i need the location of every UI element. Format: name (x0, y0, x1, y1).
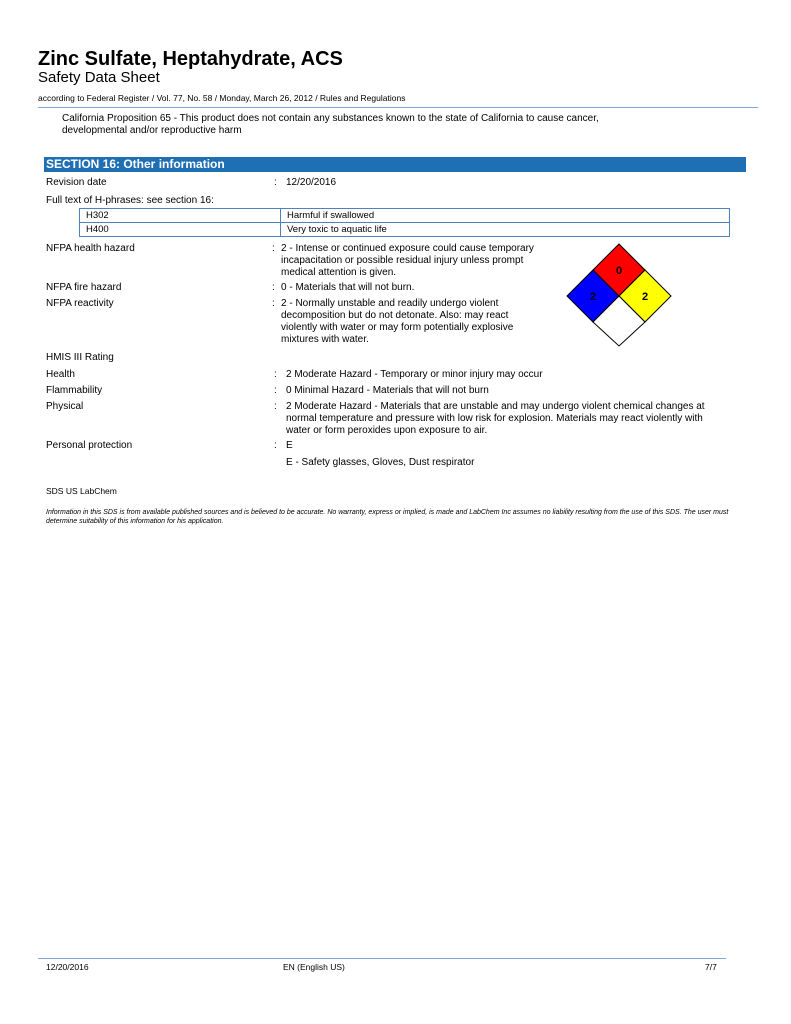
sds-source: SDS US LabChem (46, 486, 117, 496)
footer-date: 12/20/2016 (46, 962, 89, 972)
nfpa-health-number: 2 (589, 291, 597, 303)
nfpa-health-line: incapacitation or possible residual injury unless prompt (281, 255, 524, 266)
nfpa-health-line: 2 - Intense or continued exposure could cause temporary (281, 243, 534, 254)
section-16-heading: SECTION 16: Other information (44, 157, 746, 172)
hphrase-text: Harmful if swallowed (281, 209, 730, 223)
revision-date-value: 12/20/2016 (286, 177, 337, 188)
hphrase-text: Very toxic to aquatic life (281, 223, 730, 237)
hphrases-label: Full text of H-phrases: see section 16: (46, 195, 214, 206)
nfpa-reactivity-colon: : (272, 298, 275, 309)
hmis-heading: HMIS III Rating (46, 352, 114, 363)
revision-date-colon: : (274, 177, 277, 188)
nfpa-reactivity-line: 2 - Normally unstable and readily undergo violent (281, 298, 499, 309)
nfpa-fire-number: 0 (615, 265, 623, 277)
nfpa-reactivity-line: decomposition but do not detonate. Also: may react (281, 310, 509, 321)
nfpa-health-value (281, 243, 534, 279)
prop65-line-1: California Proposition 65 - This product does not contain any substances known to the state of California to cause cancer, (62, 113, 599, 124)
nfpa-fire-value: 0 - Materials that will not burn. (281, 282, 415, 293)
hmis-flammability-value: 0 Minimal Hazard - Materials that will not burn (286, 385, 489, 396)
header-divider (38, 107, 758, 108)
hmis-physical-line: 2 Moderate Hazard - Materials that are unstable and may undergo violent chemical changes at (286, 401, 705, 412)
ppe-colon: : (274, 440, 277, 451)
nfpa-reactivity-value (281, 298, 513, 346)
hmis-health-colon: : (274, 369, 277, 380)
nfpa-reactivity-line: mixtures with water. (281, 334, 369, 345)
hphrase-code: H302 (80, 209, 281, 223)
disclaimer: Information in this SDS is from available published sources and is believed to be accurate. No warranty, express or implied, is made and LabChem Inc assumes no liability resulting from the use of this SDS. The user must determine suitability of this information for his application. (46, 509, 729, 525)
regulation-reference: according to Federal Register / Vol. 77, No. 58 / Monday, March 26, 2012 / Rules and Regulations (38, 93, 406, 103)
nfpa-reactivity-line: violently with water or may form potentially explosive (281, 322, 514, 333)
hphrases-table (79, 208, 730, 237)
table-row (80, 209, 730, 223)
nfpa-fire-colon: : (272, 282, 275, 293)
revision-date-label: Revision date (46, 177, 107, 188)
nfpa-health-label: NFPA health hazard (46, 243, 135, 254)
nfpa-reactivity-label: NFPA reactivity (46, 298, 114, 309)
hmis-health-label: Health (46, 369, 75, 380)
ppe-label: Personal protection (46, 440, 133, 451)
ppe-detail: E - Safety glasses, Gloves, Dust respirator (286, 457, 475, 468)
document-subtitle: Safety Data Sheet (38, 69, 160, 86)
document-title: Zinc Sulfate, Heptahydrate, ACS (38, 48, 343, 70)
hmis-physical-line: normal temperature and pressure with low risk for explosion. Materials may react violently with (286, 413, 703, 424)
footer-language: EN (English US) (283, 962, 345, 972)
prop65-line-2: developmental and/or reproductive harm (62, 125, 242, 136)
ppe-value: E (286, 440, 293, 451)
table-row (80, 223, 730, 237)
nfpa-fire-label: NFPA fire hazard (46, 282, 122, 293)
nfpa-health-line: medical attention is given. (281, 267, 397, 278)
nfpa-diamond-icon (566, 243, 672, 347)
hmis-physical-value (286, 401, 736, 437)
footer-page-number: 7/7 (705, 962, 717, 972)
prop65-statement (62, 113, 662, 137)
footer-divider (38, 958, 726, 959)
hmis-flammability-label: Flammability (46, 385, 103, 396)
hmis-flammability-colon: : (274, 385, 277, 396)
nfpa-health-colon: : (272, 243, 275, 254)
hmis-physical-line: water or form peroxides upon exposure to air. (286, 425, 488, 436)
hmis-health-value: 2 Moderate Hazard - Temporary or minor injury may occur (286, 369, 543, 380)
hmis-physical-label: Physical (46, 401, 84, 412)
hphrase-code: H400 (80, 223, 281, 237)
nfpa-reactivity-number: 2 (641, 291, 649, 303)
hmis-physical-colon: : (274, 401, 277, 412)
